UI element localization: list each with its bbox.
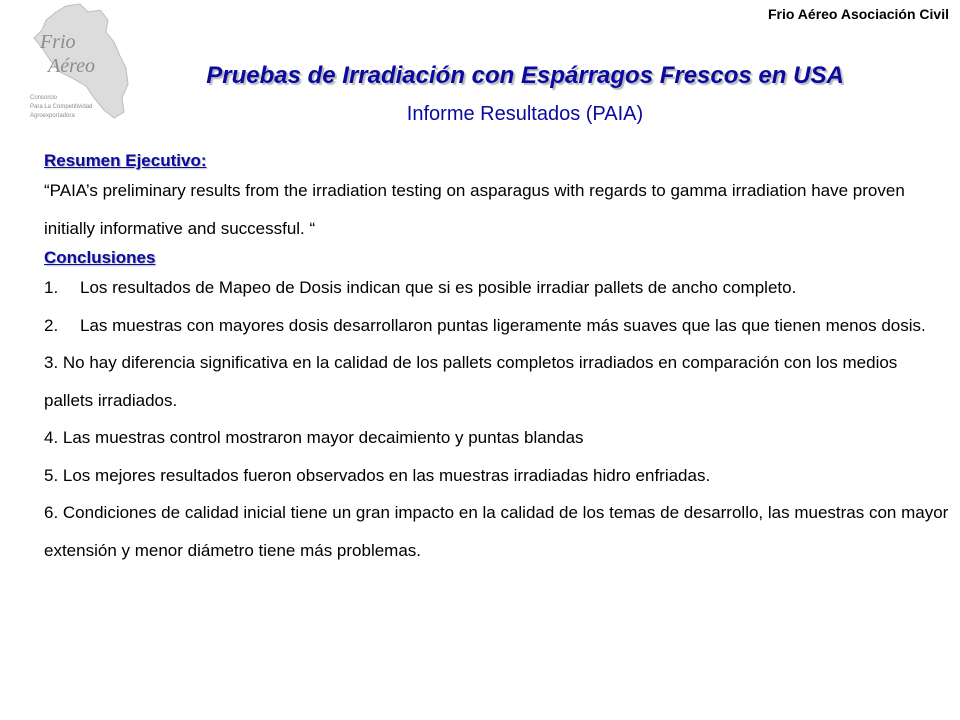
summary-text: “PAIA’s preliminary results from the irradiation testing on asparagus with regards to gamma irradiation have proven initially informative and successful. “: [44, 181, 905, 238]
logo-tagline-2: Para La Competitividad: [30, 104, 93, 110]
list-item: 4. Las muestras control mostraron mayor decaimiento y puntas blandas: [44, 428, 584, 447]
organization-name: Frio Aéreo Asociación Civil: [767, 6, 949, 22]
list-item: 3. No hay diferencia significativa en la calidad de los pallets completos irradiados en comparación con los medios pallets irradiados.: [44, 353, 898, 410]
list-item-number: 2.: [44, 315, 59, 335]
logo-word-1: Frio: [40, 31, 76, 53]
list-item-text: Los resultados de Mapeo de Dosis indican que si es posible irradiar pallets de ancho completo.: [80, 278, 797, 297]
conclusions-heading: Conclusiones: [44, 248, 156, 267]
document-body: [44, 150, 949, 569]
summary-heading: Resumen Ejecutivo:: [44, 151, 207, 170]
page-title: Pruebas de Irradiación con Espárragos Frescos en USA: [206, 62, 844, 89]
page-subtitle: Informe Resultados (PAIA): [406, 103, 644, 125]
list-item: [44, 307, 949, 345]
list-item: 6. Condiciones de calidad inicial tiene un gran impacto en la calidad de los temas de desarrollo, las muestras con mayor extensión y menor diámetro tiene más problemas.: [44, 503, 949, 560]
list-item: 5. Los mejores resultados fueron observados en las muestras irradiadas hidro enfriadas.: [44, 465, 711, 485]
list-item-number: 1.: [44, 278, 59, 297]
list-item: [44, 269, 949, 307]
logo-word-2: Aéreo: [48, 55, 96, 77]
logo-tagline-1: Consorcio: [30, 95, 58, 101]
logo-tagline-3: Agroexportadora: [30, 113, 75, 119]
list-item-text: Las muestras con mayores dosis desarrollaron puntas ligeramente más suaves que las que tienen menos dosis.: [80, 315, 926, 335]
